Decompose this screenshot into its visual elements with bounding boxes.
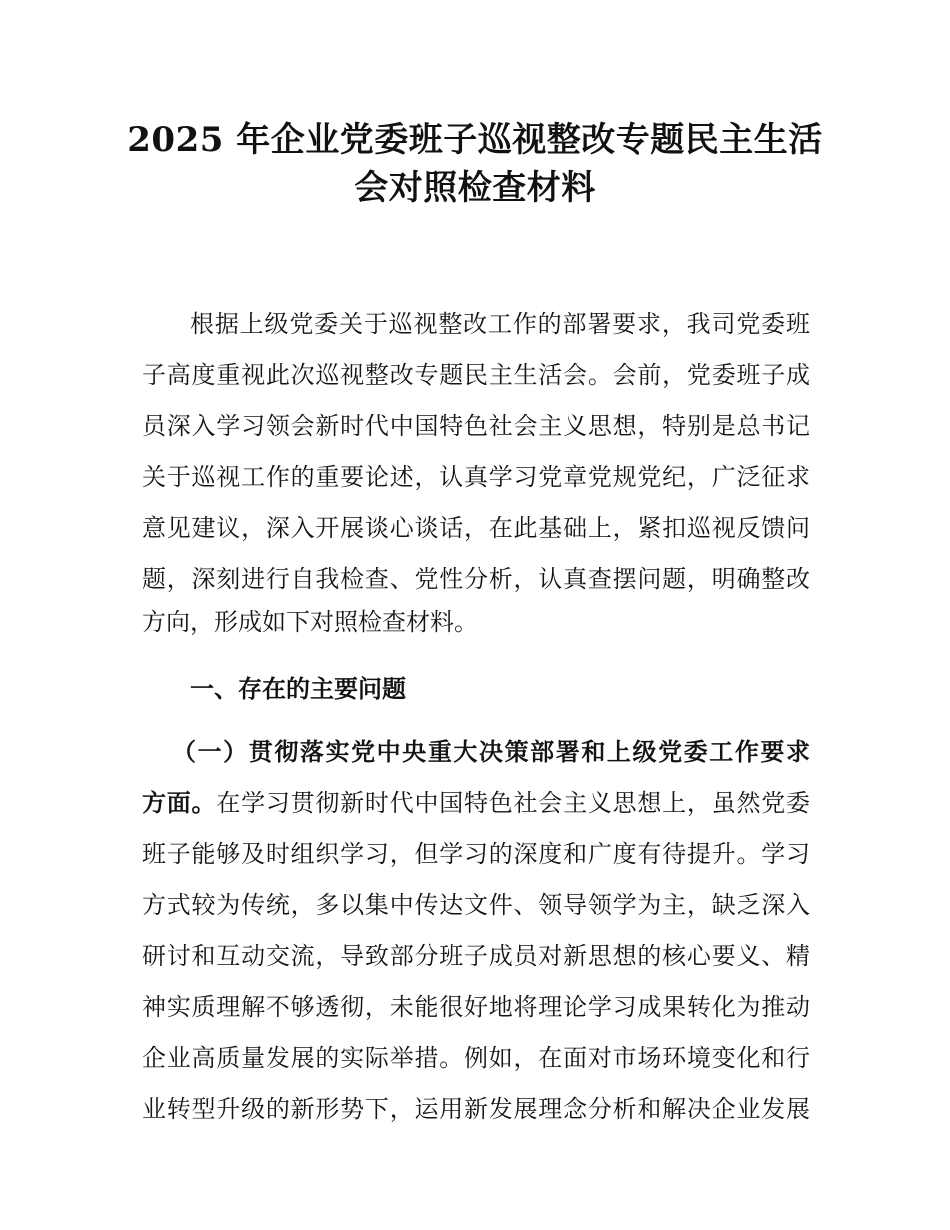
subsection-body-line-6: 企业高质量发展的实际举措。例如，在面对市场环境变化和行 xyxy=(142,1044,810,1072)
subsection-body-line-2: 班子能够及时组织学习，但学习的深度和广度有待提升。学习 xyxy=(142,840,810,868)
subsection-heading-line-1 xyxy=(172,735,810,769)
intro-line-1: 根据上级党委关于巡视整改工作的部署要求，我司党委班 xyxy=(190,310,810,338)
intro-line-2: 子高度重视此次巡视整改专题民主生活会。会前，党委班子成 xyxy=(142,361,810,389)
subsection-body-line-7: 业转型升级的新形势下，运用新发展理念分析和解决企业发展 xyxy=(142,1095,810,1123)
subsection-body-text-1: 在学习贯彻新时代中国特色社会主义思想上，虽然党委 xyxy=(216,789,811,817)
subsection-heading-text: （一）贯彻落实党中央重大决策部署和上级党委工作要求 xyxy=(172,738,810,766)
subsection-body-line-4: 研讨和互动交流，导致部分班子成员对新思想的核心要义、精 xyxy=(142,942,810,970)
intro-line-5: 意见建议，深入开展谈心谈话，在此基础上，紧扣巡视反馈问 xyxy=(142,514,810,542)
document-title-line-2: 会对照检查材料 xyxy=(354,168,596,208)
intro-line-3: 员深入学习领会新时代中国特色社会主义思想，特别是总书记 xyxy=(142,412,810,440)
subsection-body-line-3: 方式较为传统，多以集中传达文件、领导领学为主，缺乏深入 xyxy=(142,891,810,919)
document-title-line-1: 2025 年企业党委班子巡视整改专题民主生活 xyxy=(127,120,823,160)
intro-line-6: 题，深刻进行自我检查、党性分析，认真查摆问题，明确整改 xyxy=(142,565,810,593)
intro-line-7: 方向，形成如下对照检查材料。 xyxy=(142,608,478,636)
intro-line-4: 关于巡视工作的重要论述，认真学习党章党规党纪，广泛征求 xyxy=(142,463,810,491)
section-heading-problems: 一、存在的主要问题 xyxy=(190,675,406,703)
subsection-body-line-5: 神实质理解不够透彻，未能很好地将理论学习成果转化为推动 xyxy=(142,993,810,1021)
subsection-heading-tail: 方面。 xyxy=(142,789,217,817)
subsection-body-line-1 xyxy=(142,786,810,820)
